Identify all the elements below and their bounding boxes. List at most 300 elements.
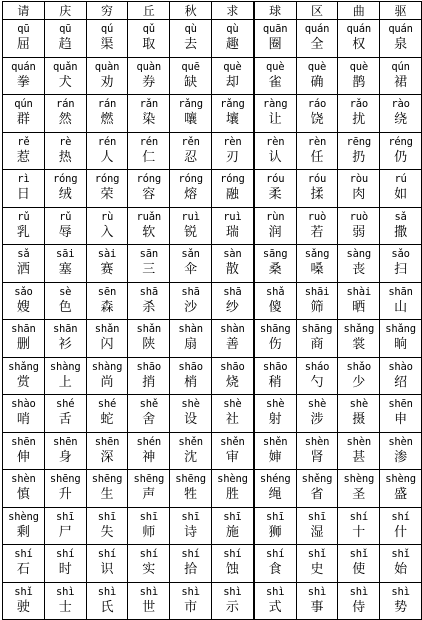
character-cell [3,320,45,358]
table-row [3,395,422,433]
character-cell [338,320,380,358]
table-row [3,95,422,133]
chinese-character: 塞 [58,262,72,278]
pinyin-label: sàn [223,248,242,261]
pinyin-label: rǎng [220,98,245,111]
chinese-character: 时 [58,562,72,578]
character-cell [170,320,212,358]
header-cell [338,2,380,20]
pinyin-label: shì [139,585,158,598]
pinyin-label: shī [56,510,75,523]
chinese-character: 梢 [184,374,198,390]
chinese-character: 丧 [352,262,366,278]
chinese-character: 社 [225,412,239,428]
table-row [3,470,422,508]
pinyin-label: què [349,60,368,73]
character-cell [380,507,422,545]
pinyin-label: shēng [49,473,81,486]
pinyin-label: sè [59,285,72,298]
character-cell [44,170,86,208]
pinyin-label: shèng [8,510,39,523]
chinese-character: 善 [225,337,239,353]
chinese-character: 让 [268,112,282,128]
pinyin-label: rè [59,135,72,148]
character-cell [380,57,422,95]
character-cell [44,207,86,245]
header-cell [380,2,422,20]
character-cell [128,582,170,620]
chinese-character: 嫂 [16,299,30,315]
pinyin-label: sǎ [394,210,407,223]
header-character: 区 [310,3,323,18]
table-row [3,20,422,58]
pinyin-label: quē [181,60,200,73]
chinese-character: 群 [16,112,30,128]
character-cell [86,245,128,283]
pinyin-label: shěn [262,435,288,448]
pinyin-label: shè [349,398,368,411]
pinyin-label: shí [14,548,33,561]
pinyin-label: shāng [259,323,291,336]
pinyin-label: shēn [52,435,78,448]
character-cell [211,507,253,545]
character-cell [254,207,296,245]
chinese-character: 雀 [268,74,282,90]
header-character: 庆 [59,3,72,18]
character-cell [338,170,380,208]
character-cell [254,132,296,170]
character-cell [380,470,422,508]
pinyin-label: què [223,60,242,73]
chinese-character: 尚 [100,374,114,390]
chinese-character: 省 [310,487,324,503]
pinyin-label: shàn [220,323,245,336]
character-cell [3,170,45,208]
pinyin-label: shǐ [307,548,327,561]
character-cell [338,282,380,320]
pinyin-label: qǔ [142,23,155,36]
chinese-character: 陕 [142,337,156,353]
chinese-character: 扫 [394,262,408,278]
chinese-character: 锐 [184,224,198,240]
chinese-character: 刃 [225,149,239,165]
chinese-character: 始 [394,562,408,578]
pinyin-label: ruǎn [136,210,162,223]
pinyin-label: shā [223,285,242,298]
chinese-character: 势 [394,599,408,615]
character-cell [86,320,128,358]
pinyin-label: rǔ [59,210,72,223]
pinyin-label: shì [223,585,242,598]
character-cell [380,20,422,58]
pinyin-label: sǎn [181,248,200,261]
pinyin-label: sǎ [17,248,30,261]
pinyin-label: shǐ [391,548,410,561]
character-cell [380,207,422,245]
pinyin-label: shān [11,323,36,336]
character-cell [44,432,86,470]
header-character: 丘 [142,3,155,18]
chinese-character: 舌 [58,412,72,428]
pinyin-label: shí [223,548,242,561]
pinyin-label: rú [394,173,407,186]
character-cell [170,432,212,470]
chinese-character: 牲 [184,487,198,503]
pinyin-label: shí [265,548,285,561]
character-cell [170,57,212,95]
character-cell [211,57,253,95]
pinyin-label: ráo [307,98,327,111]
chinese-character: 认 [268,149,282,165]
character-cell [211,282,253,320]
pinyin-label: shé [97,398,117,411]
chinese-character: 哨 [16,412,30,428]
pinyin-label: shí [181,548,200,561]
character-cell [170,282,212,320]
character-cell [44,545,86,583]
character-cell [254,432,296,470]
pinyin-label: shèn [11,473,36,486]
chinese-character: 乳 [16,224,30,240]
pinyin-label: quàn [136,60,162,73]
pinyin-label: shè [265,398,285,411]
pinyin-label: shí [349,510,368,523]
pinyin-label: shǐ [14,585,33,598]
chinese-character: 慎 [16,487,30,503]
pinyin-label: róu [265,173,285,186]
pinyin-label: rén [139,135,158,148]
pinyin-label: shāo [220,360,245,373]
pinyin-label: róu [307,173,327,186]
character-cell [86,507,128,545]
character-cell [296,57,338,95]
character-cell [170,132,212,170]
chinese-character: 权 [352,37,366,53]
pinyin-label: shēng [133,473,165,486]
character-cell [3,57,45,95]
pinyin-label: shì [181,585,200,598]
chinese-character: 日 [16,187,30,203]
table-row [3,507,422,545]
chinese-character: 审 [225,449,239,465]
pinyin-label: shì [307,585,327,598]
chinese-character: 设 [184,412,198,428]
character-cell [338,507,380,545]
pinyin-label: rán [97,98,117,111]
chinese-character: 勺 [310,374,324,390]
character-cell [338,20,380,58]
chinese-character: 去 [184,37,198,53]
chinese-character: 狮 [268,524,282,540]
chinese-character: 傻 [268,299,282,315]
chinese-character: 绳 [268,487,282,503]
chinese-character: 史 [310,562,324,578]
pinyin-label: shēng [175,473,206,486]
pinyin-label: rǎng [178,98,203,111]
chinese-character: 忍 [184,149,198,165]
pinyin-label: rán [56,98,75,111]
chinese-character: 赛 [100,262,114,278]
character-cell [3,507,45,545]
pinyin-label: shēn [11,435,36,448]
chinese-character: 捎 [142,374,156,390]
character-cell [44,245,86,283]
chinese-character: 师 [142,524,156,540]
pinyin-label: shèn [388,435,413,448]
table-row [3,582,422,620]
chinese-character: 燃 [100,112,114,128]
chinese-character: 熔 [184,187,198,203]
pinyin-label: sēn [97,285,117,298]
character-cell [254,20,296,58]
chinese-character: 剩 [16,524,30,540]
character-cell [254,545,296,583]
chinese-character: 伸 [16,449,30,465]
character-cell [128,395,170,433]
pinyin-label: rěn [181,135,200,148]
chinese-character: 生 [100,487,114,503]
pinyin-label: shāo [262,360,288,373]
chinese-character: 式 [268,599,282,615]
character-cell [170,582,212,620]
character-cell [170,507,212,545]
pinyin-label: shào [388,360,413,373]
chinese-character: 实 [142,562,156,578]
character-cell [44,357,86,395]
character-cell [44,470,86,508]
table-row [3,245,422,283]
pinyin-label: róng [136,173,162,186]
chinese-character: 删 [16,337,30,353]
character-cell [296,170,338,208]
chinese-character: 少 [352,374,366,390]
character-cell [128,57,170,95]
chinese-character: 鹊 [352,74,366,90]
character-cell [254,395,296,433]
character-cell [296,545,338,583]
chinese-character: 世 [142,599,156,615]
pinyin-character-table [2,1,422,620]
chinese-character: 惹 [16,149,30,165]
chinese-character: 扔 [352,149,366,165]
pinyin-label: shǎng [343,323,375,336]
pinyin-label: shī [97,510,117,523]
pinyin-label: shàng [91,360,123,373]
chinese-character: 申 [394,412,408,428]
chinese-character: 融 [225,187,239,203]
table-body [3,2,422,620]
character-cell [128,357,170,395]
character-cell [211,132,253,170]
pinyin-label: shén [136,435,162,448]
character-cell [296,320,338,358]
character-cell [296,20,338,58]
chinese-character: 沙 [184,299,198,315]
pinyin-label: ruò [349,210,368,223]
chinese-character: 衫 [58,337,72,353]
table-row [3,57,422,95]
chinese-character: 若 [310,224,324,240]
character-cell [380,95,422,133]
pinyin-label: què [265,60,285,73]
chinese-character: 入 [100,224,114,240]
pinyin-label: rēng [346,135,372,148]
chinese-character: 洒 [16,262,30,278]
chinese-character: 杀 [142,299,156,315]
character-cell [380,582,422,620]
chinese-character: 识 [100,562,114,578]
character-cell [128,282,170,320]
pinyin-label: shēn [94,435,120,448]
header-cell [86,2,128,20]
character-cell [254,357,296,395]
pinyin-label: quǎn [52,60,78,73]
pinyin-label: shī [223,510,242,523]
character-cell [86,545,128,583]
pinyin-label: shèn [304,435,330,448]
header-cell [211,2,253,20]
chinese-character: 润 [268,224,282,240]
pinyin-label: ruì [223,210,242,223]
chinese-character: 筛 [310,299,324,315]
chinese-character: 桑 [268,262,282,278]
pinyin-label: shī [307,510,327,523]
header-character: 秋 [184,3,197,18]
pinyin-label: rì [17,173,30,186]
pinyin-label: shī [181,510,200,523]
pinyin-label: shèng [343,473,375,486]
chinese-character: 辱 [58,224,72,240]
header-row [3,2,422,20]
chinese-character: 石 [16,562,30,578]
chinese-character: 烧 [225,374,239,390]
pinyin-label: shǎng [8,360,39,373]
chinese-character: 趣 [225,37,239,53]
character-cell [296,507,338,545]
chinese-character: 绕 [394,112,408,128]
character-cell [44,20,86,58]
character-cell [338,132,380,170]
character-cell [211,245,253,283]
character-cell [338,207,380,245]
character-cell [254,170,296,208]
chinese-character: 上 [58,374,72,390]
chinese-character: 软 [142,224,156,240]
chinese-character: 嗓 [310,262,324,278]
pinyin-label: quàn [94,60,120,73]
chinese-character: 射 [268,412,282,428]
character-cell [296,582,338,620]
chinese-character: 弱 [352,224,366,240]
character-cell [44,57,86,95]
character-cell [296,470,338,508]
pinyin-label: shèn [346,435,372,448]
pinyin-label: shí [391,510,410,523]
character-cell [296,245,338,283]
chinese-character: 色 [58,299,72,315]
chinese-character: 肾 [310,449,324,465]
header-cell [254,2,296,20]
chinese-character: 赏 [16,374,30,390]
character-cell [44,395,86,433]
character-cell [3,245,45,283]
character-cell [3,95,45,133]
chinese-character: 全 [310,37,324,53]
chinese-character: 壤 [225,112,239,128]
character-cell [211,582,253,620]
pinyin-label: rèn [265,135,285,148]
pinyin-label: róng [52,173,78,186]
pinyin-label: shéng [259,473,291,486]
pinyin-label: shí [56,548,75,561]
chinese-character: 使 [352,562,366,578]
pinyin-label: qún [14,98,33,111]
chinese-character: 券 [142,74,156,90]
chinese-character: 森 [100,299,114,315]
pinyin-label: ràng [262,98,288,111]
character-cell [254,282,296,320]
pinyin-label: qū [17,23,30,36]
chinese-character: 诗 [184,524,198,540]
character-cell [338,545,380,583]
chinese-character: 撒 [394,224,408,240]
chinese-character: 神 [142,449,156,465]
pinyin-label: sǎo [14,285,33,298]
character-cell [380,170,422,208]
table-row [3,545,422,583]
pinyin-label: sàng [346,248,372,261]
chinese-character: 如 [394,187,408,203]
pinyin-label: shè [223,398,242,411]
pinyin-label: shǎng [385,323,416,336]
character-cell [86,282,128,320]
chinese-character: 拾 [184,562,198,578]
character-cell [128,170,170,208]
pinyin-label: shèng [217,473,248,486]
pinyin-label: sháo [304,360,330,373]
pinyin-label: shāo [178,360,203,373]
pinyin-label: shěn [220,435,245,448]
chinese-character: 瑞 [225,224,239,240]
chinese-character: 市 [184,599,198,615]
chinese-character: 沈 [184,449,198,465]
character-cell [3,207,45,245]
header-character: 驱 [394,3,407,18]
chinese-character: 尸 [58,524,72,540]
pinyin-label: shì [349,585,368,598]
pinyin-label: shào [11,398,36,411]
character-cell [3,20,45,58]
header-character: 请 [17,3,30,18]
chinese-character: 晌 [394,337,408,353]
character-cell [338,432,380,470]
pinyin-label: shě [139,398,158,411]
chinese-character: 绍 [394,374,408,390]
pinyin-label: quán [304,23,330,36]
chinese-character: 热 [58,149,72,165]
chinese-character: 柔 [268,187,282,203]
pinyin-label: shǎo [346,360,372,373]
header-character: 穷 [100,3,113,18]
chinese-character: 裙 [394,74,408,90]
character-cell [44,320,86,358]
chinese-character: 士 [58,599,72,615]
chinese-character: 圣 [352,487,366,503]
character-cell [211,432,253,470]
header-cell [44,2,86,20]
pinyin-label: sāi [56,248,75,261]
chinese-character: 晒 [352,299,366,315]
